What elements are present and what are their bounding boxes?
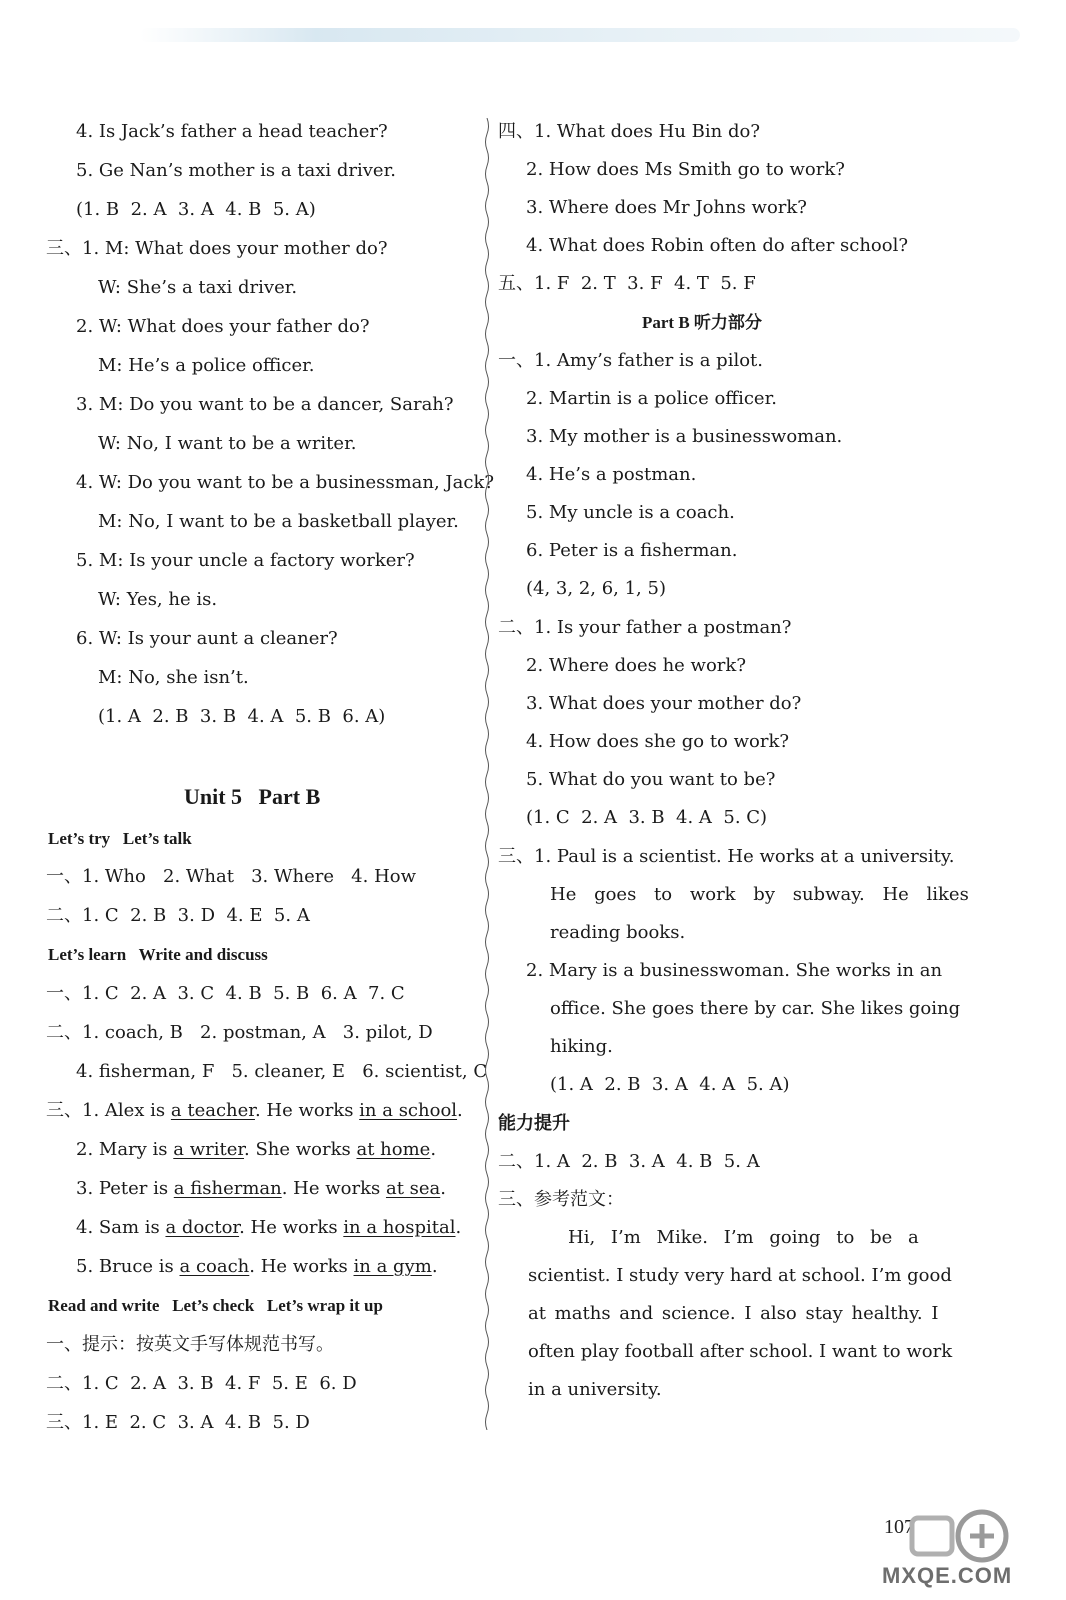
underlined-answer: at sea: [385, 1178, 441, 1199]
header-decoration-band: [140, 28, 1020, 42]
text-part: 三、1. Alex is: [46, 1100, 171, 1121]
underlined-answer: a fisherman: [173, 1178, 282, 1199]
answer-line: 三、1. E 2. C 3. A 4. B 5. D: [46, 1412, 310, 1433]
answer-line: 二、1. Is your father a postman?: [498, 617, 792, 638]
answer-line: 4. fisherman, F 5. cleaner, E 6. scientist, C: [76, 1061, 488, 1082]
answer-line: W: No, I want to be a writer.: [98, 433, 357, 454]
answer-line: 一、提示：按英文手写体规范书写。: [46, 1334, 334, 1355]
answer-line: 5. My uncle is a coach.: [526, 502, 735, 523]
column-divider: [484, 118, 490, 1430]
underlined-answer: a writer: [173, 1139, 245, 1160]
answer-key: (1. B 2. A 3. A 4. B 5. A): [76, 199, 316, 220]
answer-key: (1. A 2. B 3. A 4. A 5. A): [550, 1074, 790, 1095]
text-part: 4. Sam is: [76, 1217, 166, 1238]
answer-line: 5. M: Is your uncle a factory worker?: [76, 550, 415, 571]
answer-line: 二、1. A 2. B 3. A 4. B 5. A: [498, 1151, 760, 1172]
text-part: . He works: [254, 1100, 360, 1121]
fill-blank-line: [76, 1256, 438, 1278]
underlined-answer: in a hospital: [343, 1217, 456, 1238]
answer-line: office. She goes there by car. She likes going: [550, 998, 961, 1019]
answer-line: hiking.: [550, 1036, 613, 1057]
answer-line: 6. Peter is a fisherman.: [526, 540, 738, 561]
answer-line: 3. My mother is a businesswoman.: [526, 426, 843, 447]
underlined-answer: a coach: [179, 1256, 250, 1277]
answer-line: M: No, I want to be a basketball player.: [98, 511, 459, 532]
answer-line: W: Yes, he is.: [98, 589, 218, 610]
answer-key: (4, 3, 2, 6, 1, 5): [526, 578, 666, 599]
essay-line: at maths and science. I also stay healthy. I: [528, 1303, 939, 1324]
essay-line: Hi, I’m Mike. I’m going to be a: [568, 1227, 919, 1248]
answer-line: 五、1. F 2. T 3. F 4. T 5. F: [498, 273, 756, 294]
answer-line: 6. W: Is your aunt a cleaner?: [76, 628, 338, 649]
answer-line: 5. What do you want to be?: [526, 769, 776, 790]
answer-line: 二、1. coach, B 2. postman, A 3. pilot, D: [46, 1022, 433, 1043]
answer-line: 三、参考范文：: [498, 1189, 624, 1210]
answer-line: 4. What does Robin often do after school?: [526, 235, 909, 256]
answer-line: 4. How does she go to work?: [526, 731, 790, 752]
text-part: . He works: [249, 1256, 354, 1277]
answer-line: 二、1. C 2. B 3. D 4. E 5. A: [46, 905, 310, 926]
answer-line: 3. Where does Mr Johns work?: [526, 197, 807, 218]
text-part: . She works: [244, 1139, 357, 1160]
text-part: 2. Mary is: [76, 1139, 174, 1160]
fill-blank-line: [76, 1139, 436, 1161]
answer-line: 一、1. Who 2. What 3. Where 4. How: [46, 866, 417, 887]
text-part: 3. Peter is: [76, 1178, 174, 1199]
answer-line: 三、1. Paul is a scientist. He works at a university.: [498, 846, 955, 867]
answer-line: 2. Martin is a police officer.: [526, 388, 777, 409]
watermark-text: MXQE.COM: [882, 1563, 1013, 1588]
essay-line: scientist. I study very hard at school. I’m good: [528, 1265, 952, 1286]
answer-line: 5. Ge Nan’s mother is a taxi driver.: [76, 160, 396, 181]
answer-line: 2. Mary is a businesswoman. She works in an: [526, 960, 943, 981]
section-heading: 能力提升: [498, 1113, 570, 1134]
page-number: 107: [884, 1516, 914, 1538]
fill-blank-line: [76, 1217, 461, 1239]
answer-key: (1. A 2. B 3. B 4. A 5. B 6. A): [98, 706, 386, 727]
answer-line: 2. How does Ms Smith go to work?: [526, 159, 845, 180]
text-part: .: [440, 1178, 447, 1199]
underlined-answer: in a gym: [353, 1256, 432, 1277]
underlined-answer: a doctor: [165, 1217, 240, 1238]
text-part: .: [457, 1100, 463, 1121]
answer-line: 三、1. M: What does your mother do?: [46, 238, 388, 259]
answer-line: 4. He’s a postman.: [526, 464, 697, 485]
text-part: . He works: [239, 1217, 344, 1238]
text-part: .: [431, 1256, 438, 1277]
answer-line: 二、1. C 2. A 3. B 4. F 5. E 6. D: [46, 1373, 357, 1394]
answer-line: 一、1. C 2. A 3. C 4. B 5. B 6. A 7. C: [46, 983, 405, 1004]
essay-line: in a university.: [528, 1379, 662, 1400]
text-part: .: [455, 1217, 462, 1238]
essay-line: often play football after school. I want to work: [528, 1341, 953, 1362]
underlined-answer: at home: [356, 1139, 431, 1160]
answer-line: He goes to work by subway. He likes: [550, 884, 969, 905]
answer-line: W: She’s a taxi driver.: [98, 277, 298, 298]
text-part: . He works: [281, 1178, 386, 1199]
section-heading: Let’s learn Write and discuss: [48, 945, 268, 964]
answer-line: reading books.: [550, 922, 686, 943]
fill-blank-line: [76, 1178, 446, 1200]
answer-line: 四、1. What does Hu Bin do?: [498, 121, 760, 142]
section-heading: Let’s try Let’s talk: [48, 829, 192, 848]
text-part: .: [430, 1139, 437, 1160]
answer-line: 2. Where does he work?: [526, 655, 746, 676]
fill-blank-line: [46, 1100, 463, 1122]
answer-line: 4. Is Jack’s father a head teacher?: [76, 121, 388, 142]
section-heading: Part B 听力部分: [642, 313, 762, 332]
answer-line: 3. What does your mother do?: [526, 693, 802, 714]
unit-title: Unit 5 Part B: [184, 784, 321, 809]
underlined-answer: in a school: [359, 1100, 458, 1121]
answer-line: M: No, she isn’t.: [98, 667, 249, 688]
answer-line: 一、1. Amy’s father is a pilot.: [498, 350, 764, 371]
answer-key: (1. C 2. A 3. B 4. A 5. C): [526, 807, 768, 828]
answer-line: 4. W: Do you want to be a businessman, Jack?: [76, 472, 495, 493]
answer-line: M: He’s a police officer.: [98, 355, 315, 376]
answer-line: 3. M: Do you want to be a dancer, Sarah?: [76, 394, 454, 415]
text-part: 5. Bruce is: [76, 1256, 180, 1277]
underlined-answer: a teacher: [170, 1100, 255, 1121]
answer-line: 2. W: What does your father do?: [76, 316, 370, 337]
section-heading: Read and write Let’s check Let’s wrap it up: [48, 1296, 383, 1315]
